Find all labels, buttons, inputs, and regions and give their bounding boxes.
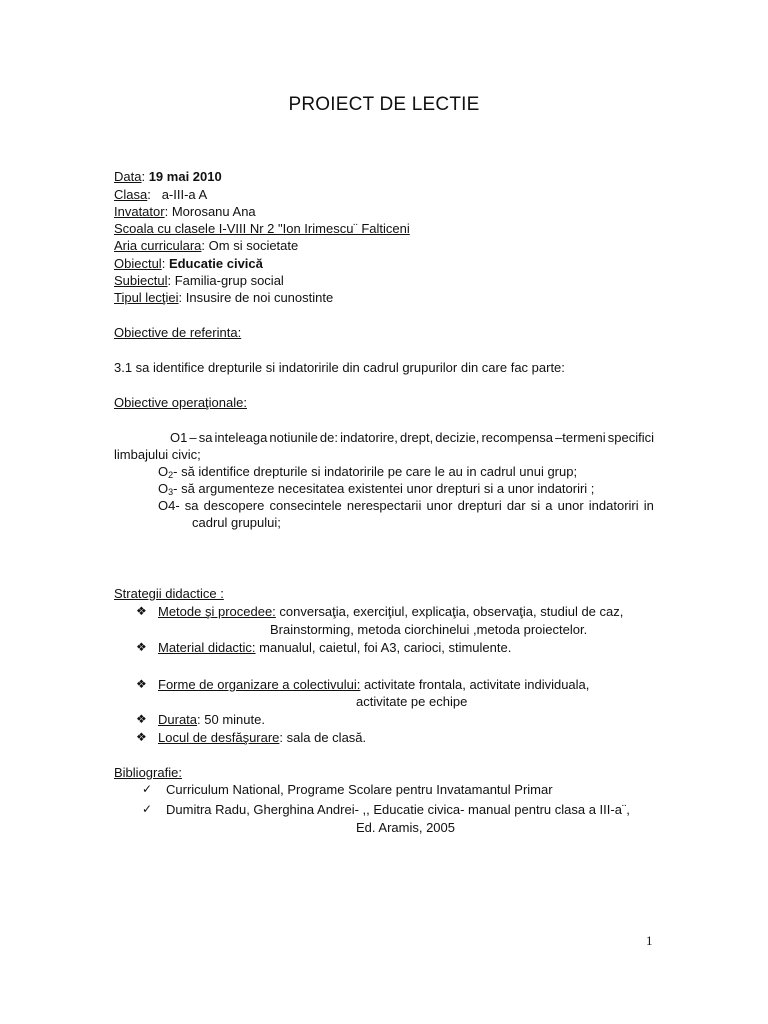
curricular-area-label: Aria curriculara [114, 238, 202, 253]
objective-o1-word: –termeni [555, 430, 606, 445]
objective-o1-word: decizie, [435, 430, 480, 445]
organization-forms-value-line1: activitate frontala, activitate individuala, [360, 677, 590, 692]
teacher-value: Morosanu Ana [171, 204, 256, 219]
bibliography-item-1: Curriculum National, Programe Scolare pentru Invatamantul Primar [166, 782, 553, 797]
subject-value: Educatie civică [168, 256, 263, 271]
objective-o3-subscript: 3 [168, 487, 174, 497]
lesson-type-value: Insusire de noi cunostinte [185, 290, 334, 305]
organization-forms-label: Forme de organizare a colectivului: [158, 677, 361, 692]
objective-o3-text: - să argumenteze necesitatea existentei unor drepturi si a unor indatoriri ; [173, 481, 595, 496]
objective-o4-word: descopere [203, 498, 265, 513]
objective-o4-word: sa [184, 498, 199, 513]
methods-value-line1: conversaţia, exerciţiul, explicaţia, observaţia, studiul de caz, [275, 604, 624, 619]
objective-o4-line2: cadrul grupului; [192, 515, 281, 530]
objective-o4-word: a [545, 498, 553, 513]
diamond-bullet-icon: ❖ [136, 640, 147, 654]
objective-o1-word: notiunile [269, 430, 318, 445]
methods-line1 [158, 603, 623, 620]
location-label: Locul de desfăşurare [158, 730, 280, 745]
objective-o1-word: drept, [399, 430, 434, 445]
objective-o4-line1 [158, 497, 654, 514]
lesson-type-line: Tipul lecţiei: Insusire de noi cunostinte [114, 290, 334, 305]
organization-forms-line2: activitate pe echipe [356, 694, 468, 709]
class-line: Clasa: a-III-a A [114, 187, 208, 202]
teaching-material-label: Material didactic: [158, 640, 256, 655]
objective-o1-word: – [189, 430, 197, 445]
objective-o4-word: dar [506, 498, 526, 513]
class-value: a-III-a A [161, 187, 208, 202]
methods-label: Metode şi procedee: [158, 604, 276, 619]
subject-line: Obiectul: Educatie civică [114, 256, 263, 271]
curricular-area-line: Aria curriculara: Om si societate [114, 238, 299, 253]
duration-line [158, 711, 265, 728]
strategies-heading: Strategii didactice : [114, 586, 224, 601]
teaching-material-line [158, 639, 511, 656]
objective-o4-word: O4- [158, 498, 180, 513]
objective-o1-word: O1 [170, 430, 188, 445]
bibliography-item-2-line2: Ed. Aramis, 2005 [356, 820, 455, 835]
objective-o4-word: drepturi [457, 498, 502, 513]
teacher-line: Invatator: Morosanu Ana [114, 204, 256, 219]
date-value: 19 mai 2010 [148, 169, 222, 184]
lesson-type-label: Tipul lecţiei [114, 290, 179, 305]
diamond-bullet-icon: ❖ [136, 677, 147, 691]
diamond-bullet-icon: ❖ [136, 730, 147, 744]
teacher-label: Invatator [114, 204, 165, 219]
objective-o4-word: si [530, 498, 541, 513]
curricular-area-value: Om si societate [208, 238, 299, 253]
location-value: : sala de clasă. [279, 730, 367, 745]
objective-o2-text: - să identifice drepturile si indatoririle pe care le au in cadrul unui grup; [173, 464, 578, 479]
objective-o1-word: specifici [607, 430, 654, 445]
methods-line2: Brainstorming, metoda ciorchinelui ,metoda proiectelor. [270, 622, 588, 637]
subject-label: Obiectul [114, 256, 162, 271]
topic-value: Familia-grup social [174, 273, 284, 288]
objective-o2-prefix: O [158, 464, 169, 479]
class-label: Clasa [114, 187, 148, 202]
objective-o1-word: sa [198, 430, 213, 445]
document-title: PROIECT DE LECTIE [288, 94, 480, 115]
objective-o1-line2: limbajului civic; [114, 447, 201, 462]
objective-o4-word: unor [426, 498, 453, 513]
objective-o4-word: unor [557, 498, 584, 513]
date-label: Data [114, 169, 142, 184]
objective-o4-word: in [643, 498, 654, 513]
bibliography-heading: Bibliografie: [114, 765, 182, 780]
objective-o1-line1 [170, 429, 654, 446]
operational-objectives-heading: Obiective operaţionale: [114, 395, 247, 410]
objective-o1-word: de: [319, 430, 338, 445]
bibliography-item-2-line1: Dumitra Radu, Gherghina Andrei- ,, Educatie civica- manual pentru clasa a III-a¨, [166, 802, 630, 817]
objective-o2-subscript: 2 [168, 470, 174, 480]
date-line: Data: 19 mai 2010 [114, 169, 222, 184]
teaching-material-value: manualul, caietul, foi A3, carioci, stimulente. [255, 640, 512, 655]
duration-label: Durata [158, 712, 198, 727]
checkmark-icon: ✓ [142, 782, 153, 796]
school-name: Scoala cu clasele I-VIII Nr 2 "Ion Irimescu¨ Falticeni [114, 221, 410, 236]
objective-o4-word: nerespectarii [346, 498, 422, 513]
diamond-bullet-icon: ❖ [136, 712, 147, 726]
reference-objectives-heading: Obiective de referinta: [114, 325, 242, 340]
school-line [114, 220, 410, 237]
page-number: 1 [646, 933, 653, 948]
objective-o1-word: inteleaga [214, 430, 268, 445]
objective-o3-prefix: O [158, 481, 169, 496]
diamond-bullet-icon: ❖ [136, 604, 147, 618]
duration-value: : 50 minute. [197, 712, 265, 727]
checkmark-icon: ✓ [142, 802, 153, 816]
location-line [158, 729, 366, 746]
objective-o4-word: consecintele [269, 498, 342, 513]
objective-o4-word: indatoriri [588, 498, 639, 513]
organization-forms-line1 [158, 676, 589, 693]
topic-line: Subiectul: Familia-grup social [114, 273, 284, 288]
objective-o1-word: recompensa [481, 430, 553, 445]
reference-objective-item: 3.1 sa identifice drepturile si indatoririle din cadrul grupurilor din care fac parte: [114, 360, 565, 375]
topic-label: Subiectul [114, 273, 168, 288]
objective-o1-word: indatorire, [340, 430, 398, 445]
